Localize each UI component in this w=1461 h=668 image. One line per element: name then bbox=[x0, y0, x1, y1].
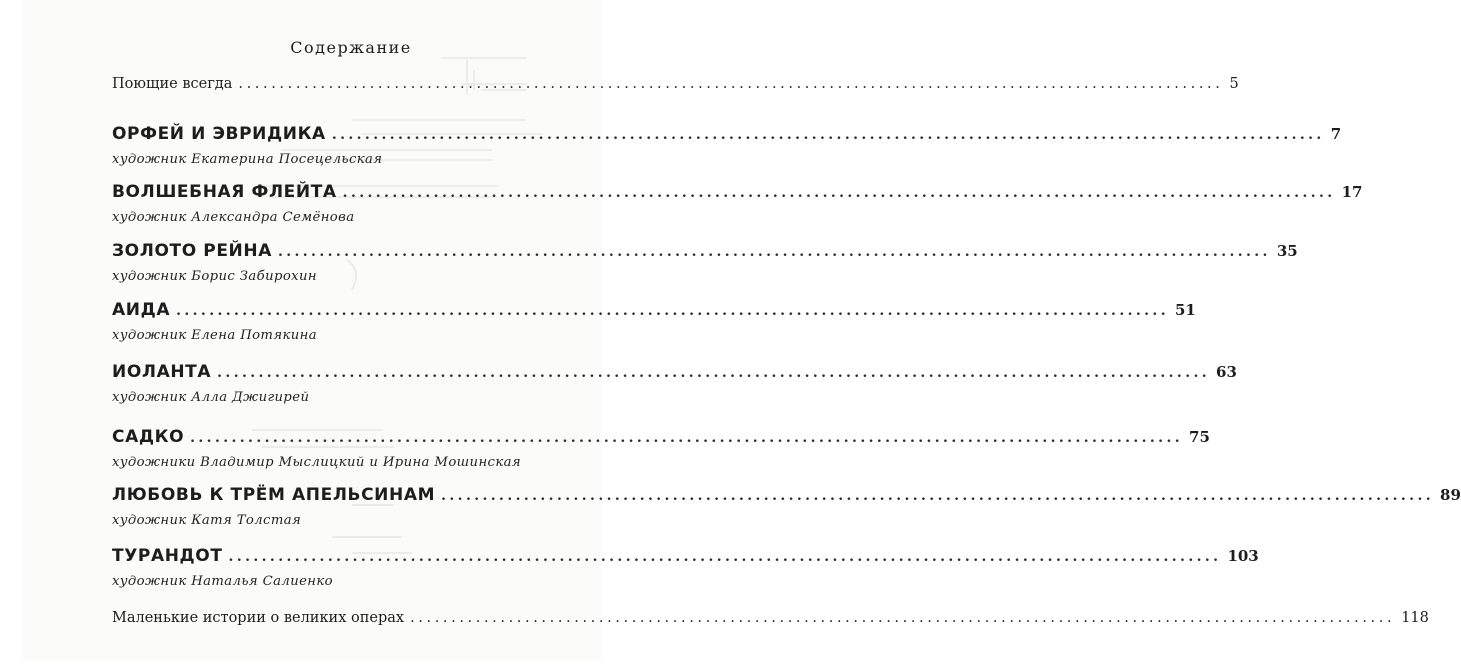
entry-page: 103 bbox=[1227, 547, 1259, 565]
entry-title: АИДА bbox=[112, 300, 171, 320]
dot-leader: ........................................................................................................................ bbox=[441, 488, 1435, 504]
entry-artist: художник Борис Забирохин bbox=[112, 269, 317, 284]
entry-artist: художник Наталья Салиенко bbox=[112, 574, 333, 589]
toc-entry-opera bbox=[112, 124, 1342, 144]
toc-entry-outro bbox=[112, 610, 1429, 626]
entry-title: САДКО bbox=[112, 427, 185, 447]
entry-page: 35 bbox=[1276, 242, 1298, 260]
toc-entry-opera bbox=[112, 241, 1298, 261]
book-page bbox=[22, 0, 1461, 660]
entry-page: 75 bbox=[1189, 428, 1210, 446]
entry-artist: художник Елена Потякина bbox=[112, 328, 317, 343]
entry-page: 51 bbox=[1174, 301, 1196, 319]
table-of-contents bbox=[112, 0, 1461, 660]
entry-page: 118 bbox=[1401, 610, 1429, 626]
dot-leader: ........................................................................................................................ bbox=[190, 430, 1184, 446]
entry-title: ЛЮБОВЬ К ТРЁМ АПЕЛЬСИНАМ bbox=[112, 485, 436, 505]
entry-title: ВОЛШЕБНАЯ ФЛЕЙТА bbox=[112, 182, 337, 202]
dot-leader: ........................................................................................................................ bbox=[410, 610, 1396, 626]
dot-leader: ........................................................................................................................ bbox=[176, 303, 1169, 319]
entry-title: Маленькие истории о великих операх bbox=[112, 610, 405, 626]
entry-title: ОРФЕЙ И ЭВРИДИКА bbox=[112, 124, 326, 144]
entry-title: ЗОЛОТО РЕЙНА bbox=[112, 241, 272, 261]
toc-entry-opera bbox=[112, 485, 1461, 505]
toc-entry-opera bbox=[112, 427, 1210, 447]
dot-leader: ........................................................................................................................ bbox=[238, 76, 1224, 92]
dot-leader: ........................................................................................................................ bbox=[331, 127, 1325, 143]
toc-entry-intro bbox=[112, 76, 1239, 92]
entry-artist: художники Владимир Мыслицкий и Ирина Мошинская bbox=[112, 455, 521, 470]
entry-artist: художник Александра Семёнова bbox=[112, 210, 355, 225]
entry-artist: художник Екатерина Посецельская bbox=[112, 152, 383, 167]
entry-artist: художник Алла Джигирей bbox=[112, 390, 310, 405]
entry-title: Поющие всегда bbox=[112, 76, 233, 92]
entry-page: 5 bbox=[1229, 76, 1239, 92]
toc-heading: Содержание bbox=[290, 38, 412, 57]
dot-leader: ........................................................................................................................ bbox=[228, 549, 1222, 565]
entry-page: 63 bbox=[1216, 363, 1237, 381]
dot-leader: ........................................................................................................................ bbox=[217, 365, 1211, 381]
dot-leader: ........................................................................................................................ bbox=[277, 244, 1271, 260]
toc-entry-opera bbox=[112, 182, 1363, 202]
entry-title: ИОЛАНТА bbox=[112, 362, 212, 382]
entry-page: 89 bbox=[1440, 486, 1461, 504]
entry-artist: художник Катя Толстая bbox=[112, 513, 302, 528]
entry-title: ТУРАНДОТ bbox=[112, 546, 223, 566]
entry-page: 17 bbox=[1341, 183, 1363, 201]
toc-entry-opera bbox=[112, 362, 1237, 382]
entry-page: 7 bbox=[1330, 125, 1342, 143]
toc-entry-opera bbox=[112, 546, 1259, 566]
toc-entry-opera bbox=[112, 300, 1196, 320]
dot-leader: ........................................................................................................................ bbox=[342, 185, 1336, 201]
